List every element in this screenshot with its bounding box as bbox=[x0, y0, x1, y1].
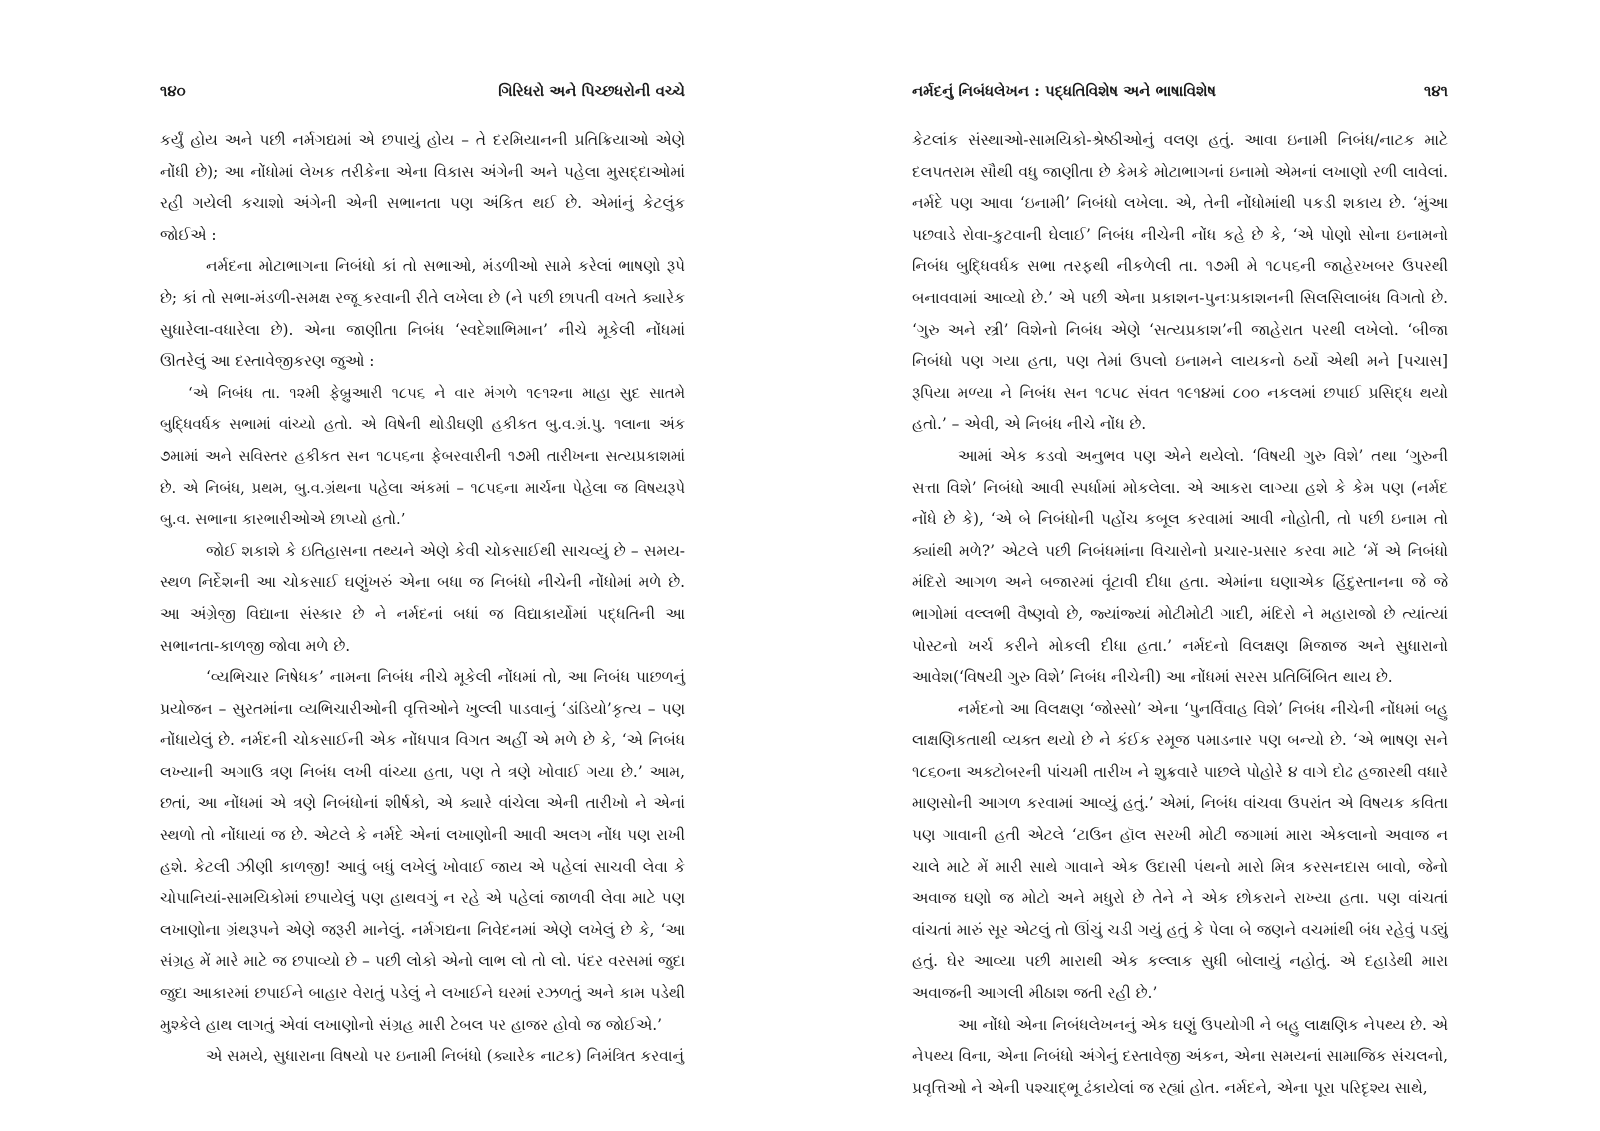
left-page-body bbox=[160, 125, 685, 1073]
paragraph: આ નોંધો એના નિબંધલેખનનું એક ઘણું ઉપયોગી ને બહુ લાક્ષણિક નેપથ્ય છે. એ નેપથ્ય વિના, એના નિબંધો અંગેનું દસ્તાવેજી અંકન, એના સમયનાં સામાજિક સંચલનો, પ્રવૃત્તિઓ ને એની પશ્ચાદ્‌ભૂ ઢંકાયેલાં જ રહ્યાં હોત. નર્મદને, એના પૂરા પરિદૃશ્ય સાથે, bbox=[912, 1015, 1448, 1097]
paragraph: કેટલાંક સંસ્થાઓ-સામયિકો-શ્રેષ્ઠીઓનું વલણ હતું. આવા ઇનામી નિબંધ/નાટક માટે દલપતરામ સૌથી વધુ જાણીતા છે કેમકે મોટાભાગનાં ઇનામો એમનાં લખાણો રળી લાવેલાં. નર્મદે પણ આવા ‘ઇનામી’ નિબંધો લખેલા. એ, તેની નોંધોમાંથી પકડી શકાય છે. ‘મુંઆ પછવાડે રોવા-કુટવાની ઘેલાઈ’ નિબંધ નીચેની નોંધ કહે છે કે, ‘એ પોણો સોના ઇનામનો નિબંધ બુદ્ધિવર્ધક સભા તરફથી નીકળેલી તા. ૧૭મી મે ૧૮૫૬ની જાહેરખબર ઉપરથી બનાવવામાં આવ્યો છે.’ એ પછી એના પ્રકાશન-પુનઃપ્રકાશનની સિલસિલાબંધ વિગતો છે. ‘ગુરુ અને સ્ત્રી’ વિશેનો નિબંધ એણે ‘સત્યપ્રકાશ’ની જાહેરાત પરથી લખેલો. ‘બીજા નિબંધો પણ ગયા હતા, પણ તેમાં ઉપલો ઇનામને લાયકનો ઠર્યો એથી મને [પચાસ] રૂપિયા મળ્યા ને નિબંધ સન ૧૮૫૮ સંવત ૧૯૧૪માં ૮૦૦ નકલમાં છપાઈ પ્રસિદ્ધ થયો હતો.’ – એવી, એ નિબંધ નીચે નોંધ છે. bbox=[912, 131, 1448, 434]
right-page bbox=[912, 0, 1448, 1131]
paragraph: એ સમયે, સુધારાના વિષયો પર ઇનામી નિબંધો (ક્યારેક નાટક) નિમંત્રિત કરવાનું bbox=[206, 1047, 685, 1066]
page-number: ૧૪૧ bbox=[1423, 82, 1448, 100]
right-running-head bbox=[912, 78, 1448, 104]
paragraph: કર્યું હોય અને પછી નર્મગદ્યમાં એ છપાયું હોય – તે દરમિયાનની પ્રતિક્રિયાઓ એણે નોંધી છે); આ નોંધોમાં લેખક તરીકેના એના વિકાસ અંગેની અને પહેલા મુસદ્દાઓમાં રહી ગયેલી કચાશો અંગેની એની સભાનતા પણ અંકિત થઈ છે. એમાંનું કેટલુંક જોઈએ : bbox=[160, 131, 685, 244]
page-number: ૧૪૦ bbox=[160, 82, 186, 100]
paragraph: આમાં એક કડવો અનુભવ પણ એને થયેલો. ‘વિષયી ગુરુ વિશે’ તથા ‘ગુરુની સત્તા વિશે’ નિબંધો આવી સ્પર્ધામાં મોકલેલા. એ આકરા લાગ્યા હશે કે કેમ પણ (નર્મદ નોંધે છે કે), ‘એ બે નિબંધોની પહોંચ કબૂલ કરવામાં આવી નોહોતી, તો પછી ઇનામ તો ક્યાંથી મળે?’ એટલે પછી નિબંધમાંના વિચારોનો પ્રચાર-પ્રસાર કરવા માટે ‘મેં એ નિબંધો મંદિરો આગળ અને બજારમાં વૂંટાવી દીધા હતા. એમાંના ઘણાએક હિંદુસ્તાનના જે જે ભાગોમાં વલ્લભી વૈષ્ણવો છે, જ્યાંજ્યાં મોટીમોટી ગાદી, મંદિરો ને મહારાજો છે ત્યાંત્યાં પોસ્ટનો ખર્ચ કરીને મોકલી દીધા હતા.’ નર્મદનો વિલક્ષણ મિજાજ અને સુધારાનો આવેશ(‘વિષયી ગુરુ વિશે’ નિબંધ નીચેની) આ નોંધમાં સરસ પ્રતિબિંબિત થાય છે. bbox=[912, 446, 1448, 687]
block-quote: ‘એ નિબંધ તા. ૧૨મી ફેબ્રુઆરી ૧૮૫૬ ને વાર મંગળે ૧૯૧૨ના માહા સુદ સાતમે બુદ્ધિવર્ધક સભામાં વાંચ્યો હતો. એ વિષેની થોડીઘણી હકીકત બુ.વ.ગ્રં.પુ. ૧લાના અંક ૭મામાં અને સવિસ્તર હકીકત સન ૧૮૫૬ના ફેબરવારીની ૧૭મી તારીખના સત્યપ્રકાશમાં છે. એ નિબંધ, પ્રથમ, બુ.વ.ગ્રંથના પહેલા અંકમાં – ૧૮૫૬ના માર્ચના પેહેલા જ વિષયરૂપે બુ.વ. સભાના કારભારીઓએ છાપ્યો હતો.’ bbox=[160, 384, 685, 529]
right-page-body bbox=[912, 125, 1448, 1104]
paragraph: ‘વ્યભિચાર નિષેધક’ નામના નિબંધ નીચે મૂકેલી નોંધમાં તો, આ નિબંધ પાછળનું પ્રયોજન – સુરતમાંના વ્યભિચારીઓની વૃત્તિઓને ખુલ્લી પાડવાનું ‘ડાંડિયો’કૃત્ય – પણ નોંધાયેલું છે. નર્મદની ચોકસાઈની એક નોંધપાત્ર વિગત અહીં એ મળે છે કે, ‘એ નિબંધ લખ્યાની અગાઉ ત્રણ નિબંધ લખી વાંચ્યા હતા, પણ તે ત્રણે ખોવાઈ ગયા છે.’ આમ, છતાં, આ નોંધમાં એ ત્રણે નિબંધોનાં શીર્ષકો, એ ક્યારે વાંચેલા એની તારીખો ને એનાં સ્થળો તો નોંધાયાં જ છે. એટલે કે નર્મદે એનાં લખાણોની આવી અલગ નોંધ પણ રાખી હશે. કેટલી ઝીણી કાળજી! આવું બધું લખેલું ખોવાઈ જાય એ પહેલાં સાચવી લેવા કે ચોપાનિયાં-સામયિકોમાં છપાયેલું પણ હાથવગું ન રહે એ પહેલાં જાળવી લેવા માટે પણ લખાણોના ગ્રંથરૂપને એણે જરૂરી માનેલું. નર્મગદ્યના નિવેદનમાં એણે લખેલું છે કે, ‘આ સંગ્રહ મેં મારે માટે જ છપાવ્યો છે – પછી લોકો એનો લાભ લો તો લો. પંદર વરસમાં જુદા જુદા આકારમાં છપાઈને બાહાર વેરાતું પડેલું ને લખાઈને ઘરમાં રઝળતું અને કામ પડેથી મુશ્કેલે હાથ લાગતું એવાં લખાણોનો સંગ્રહ મારી ટેબલ પર હાજર હોવો જ જોઈએ.’ bbox=[160, 668, 685, 1034]
running-title: ગિરિધરો અને પિચ્છધરોની વચ્ચે bbox=[498, 82, 685, 100]
left-running-head bbox=[160, 78, 685, 104]
paragraph: નર્મદનો આ વિલક્ષણ ‘જોસ્સો’ એના ‘પુનર્વિવાહ વિશે’ નિબંધ નીચેની નોંધમાં બહુ લાક્ષણિકતાથી વ્યક્ત થયો છે ને કંઈક રમૂજ પમાડનાર પણ બન્યો છે. ‘એ ભાષણ સને ૧૮૬૦ના અક્ટોબરની પાંચમી તારીખ ને શુક્રવારે પાછલે પોહોરે ૪ વાગે દોઢ હજારથી વધારે માણસોની આગળ કરવામાં આવ્યું હતું.’ એમાં, નિબંધ વાંચવા ઉપરાંત એ વિષયક કવિતા પણ ગાવાની હતી એટલે ‘ટાઉન હૉલ સરખી મોટી જગામાં મારા એકલાનો અવાજ ન ચાલે માટે મેં મારી સાથે ગાવાને એક ઉદાસી પંથનો મારો મિત્ર કરસનદાસ બાવો, જેનો અવાજ ઘણો જ મોટો અને મધુરો છે તેને ને એક છોકરાને રાખ્યા હતા. પણ વાંચતાં વાંચતાં મારું સૂર એટલું તો ઊંચું ચડી ગયું હતું કે પેલા બે જણને વચમાંથી બંધ રહેવું પડ્યું હતું. ઘેર આવ્યા પછી મારાથી એક કલ્લાક સુધી બોલાયું નહોતું. એ દહાડેથી મારા અવાજની આગલી મીઠાશ જતી રહી છે.’ bbox=[912, 699, 1448, 1003]
left-page bbox=[160, 0, 685, 1131]
running-title: નર્મદનું નિબંધલેખન : પદ્ધતિવિશેષ અને ભાષાવિશેષ bbox=[912, 82, 1216, 100]
paragraph: નર્મદના મોટાભાગના નિબંધો કાં તો સભાઓ, મંડળીઓ સામે કરેલાં ભાષણો રૂપે છે; કાં તો સભા-મંડળી-સમક્ષ રજૂ કરવાની રીતે લખેલા છે (ને પછી છાપતી વખતે ક્યારેક સુધારેલા-વધારેલા છે). એના જાણીતા નિબંધ ‘સ્વદેશાભિમાન’ નીચે મૂકેલી નોંધમાં ઊતરેલું આ દસ્તાવેજીકરણ જુઓ : bbox=[160, 257, 685, 371]
paragraph: જોઈ શકાશે કે ઇતિહાસના તથ્યને એણે કેવી ચોકસાઈથી સાચવ્યું છે – સમય-સ્થળ નિર્દેશની આ ચોકસાઈ ઘણુંખરું એના બધા જ નિબંધો નીચેની નોંધોમાં મળે છે. આ અંગ્રેજી વિદ્યાના સંસ્કાર છે ને નર્મદનાં બધાં જ વિદ્યાકાર્યોમાં પદ્ધતિની આ સભાનતા-કાળજી જોવા મળે છે. bbox=[160, 541, 685, 655]
